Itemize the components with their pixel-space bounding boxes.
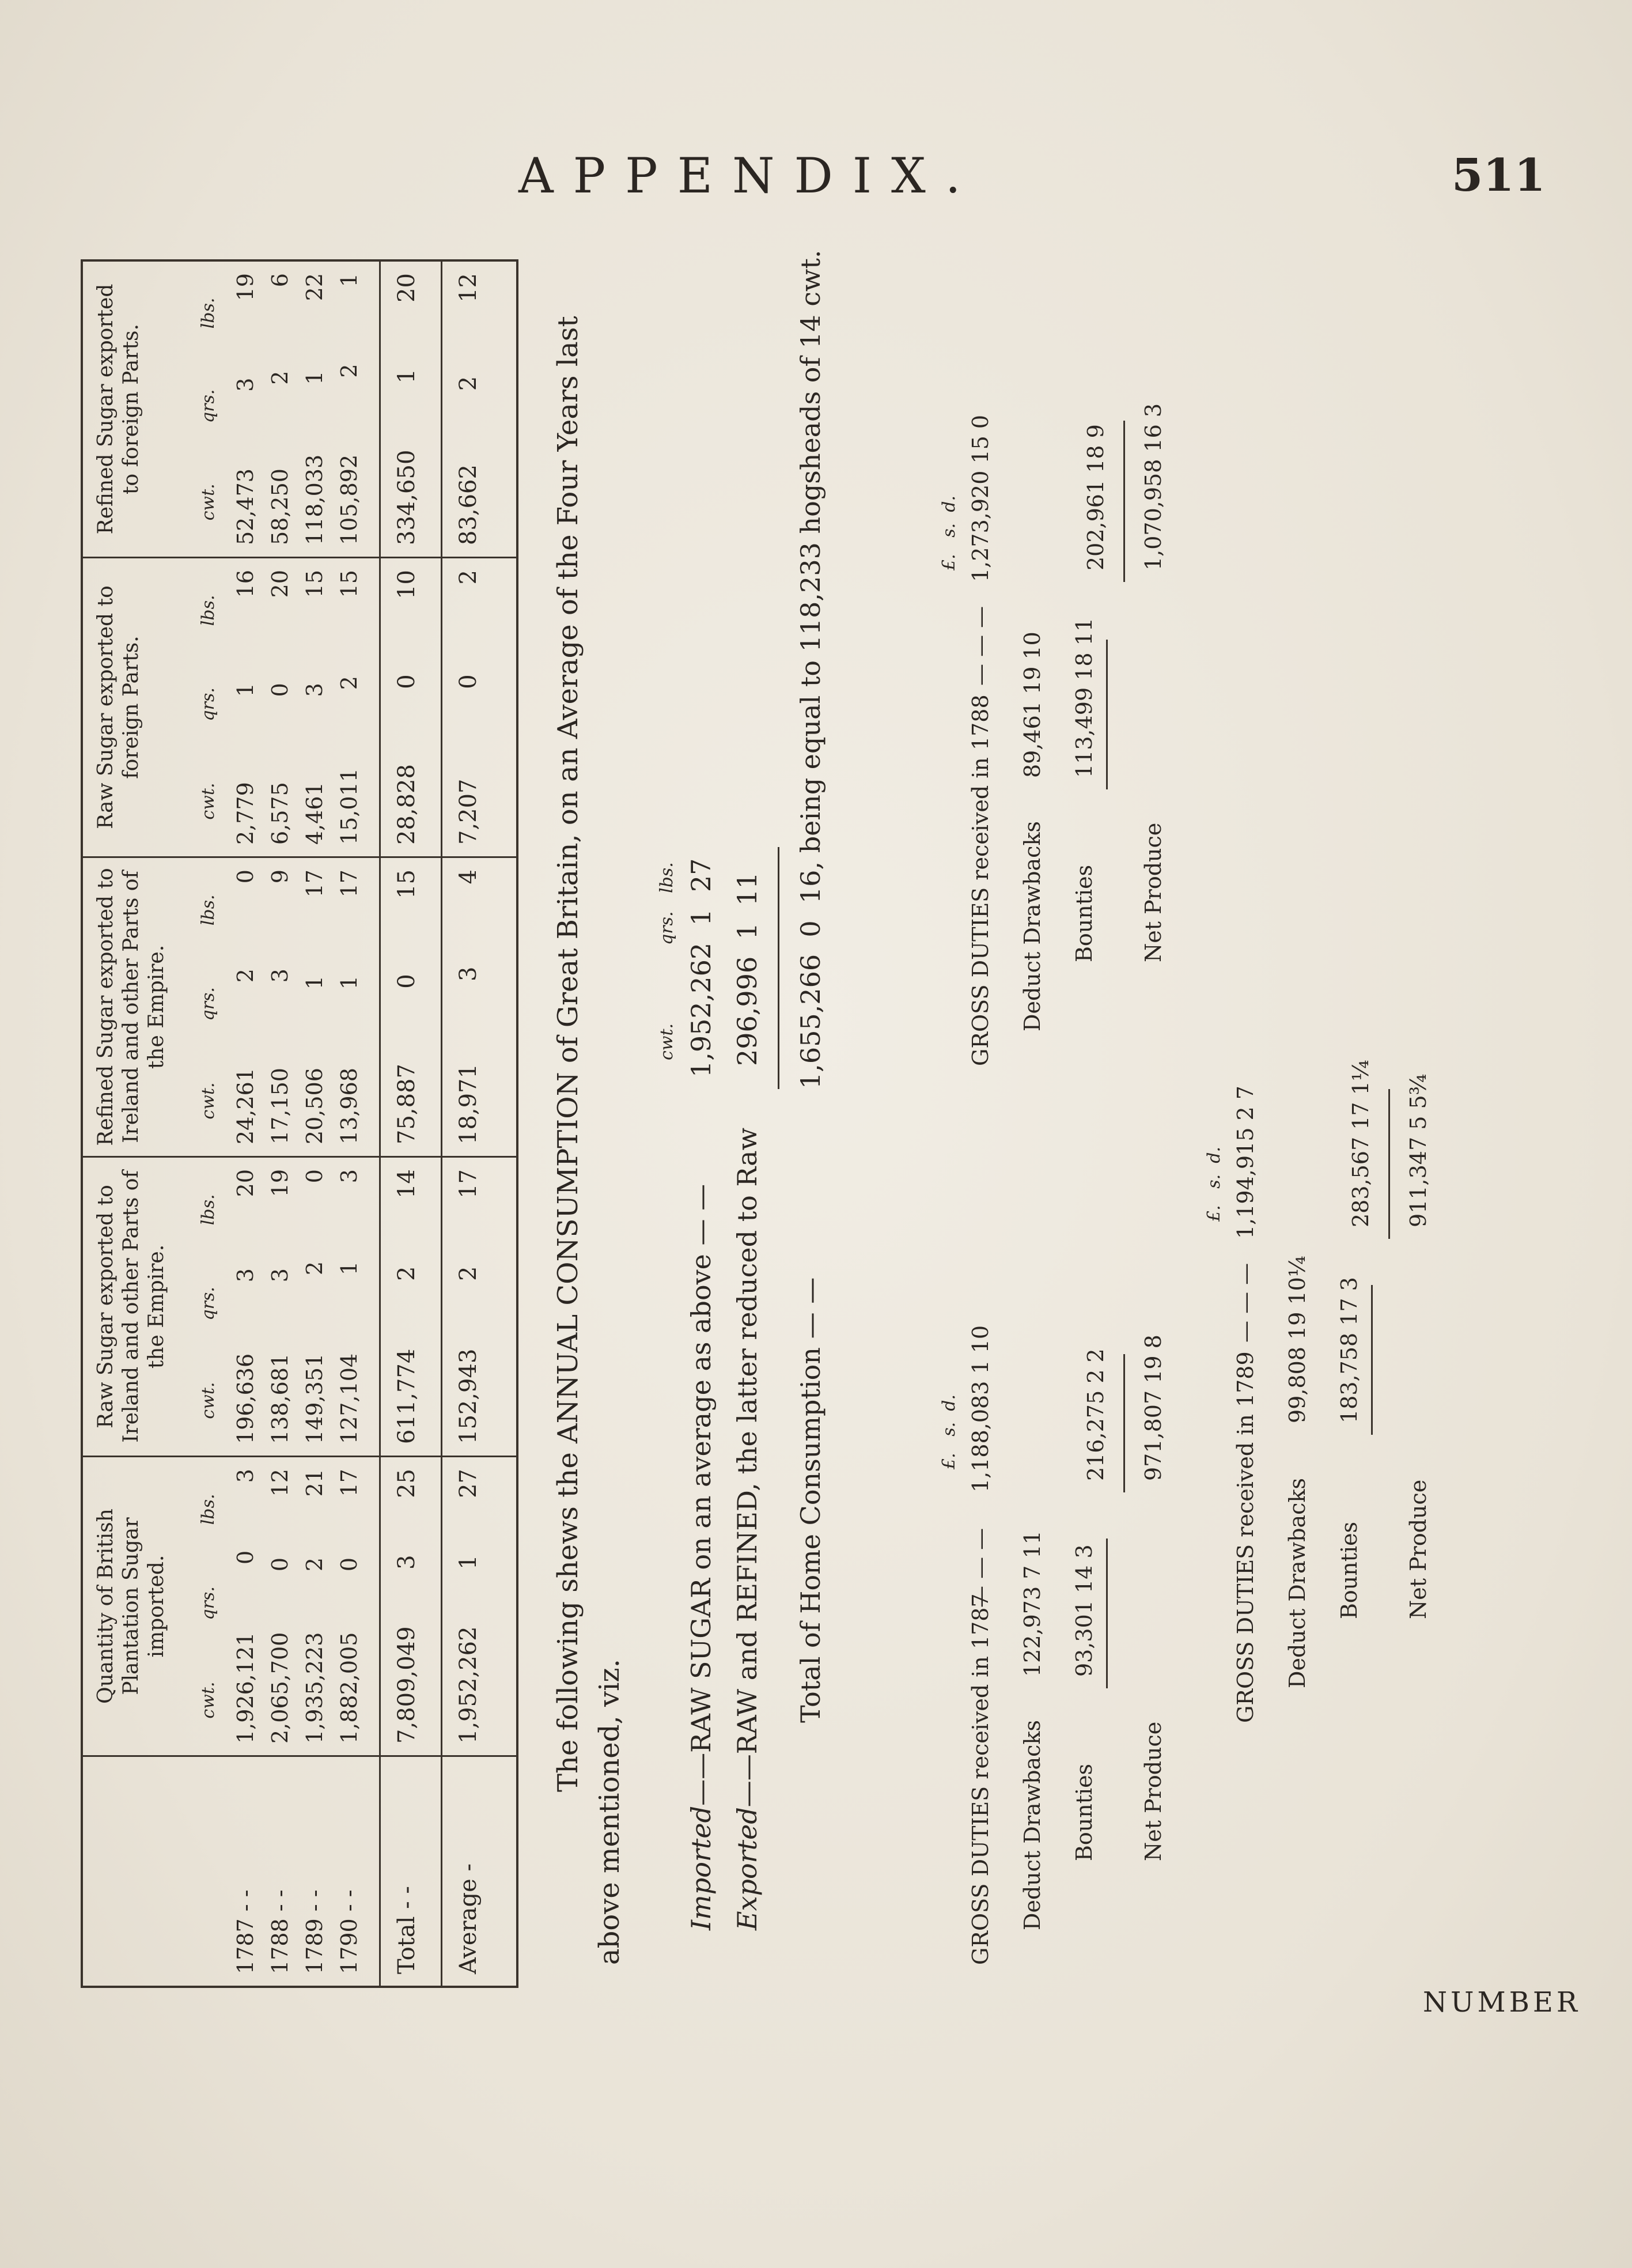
column-header: Refined Sugar exported to Ireland and other Parts of the Empire. [94,868,168,1146]
landscape-block [69,230,1625,1988]
units-row: cwt. qrs. lbs. [198,1494,218,1719]
duties-1788-drawbacks: 89,461 19 10 [1020,632,1045,778]
average-row: 152,943 2 17 [455,1169,482,1444]
table-row: 2,065,700 0 12 [267,1469,293,1744]
table-row: 15,011 2 15 [336,570,362,845]
duties-1787-label: GROSS DUTIES received in 1787 [968,1593,993,1965]
year-cell: 1788 - - [267,1889,293,1974]
duties-1787-deductions: 216,275 2 2 [1083,1348,1108,1481]
money-units: £. s. d. [939,496,959,570]
average-row: 83,662 2 12 [455,273,482,545]
duties-1787-net: 971,807 19 8 [1141,1335,1166,1481]
duties-1787-drawbacks: 122,973 7 11 [1020,1530,1045,1677]
net-produce-label: Net Produce [1141,1721,1166,1861]
units-row: cwt. qrs. lbs. [198,1194,218,1419]
annual-consumption-section [547,250,951,1965]
year-cell: 1790 - - [336,1889,362,1974]
table-row: 2,779 1 16 [233,570,258,845]
raw-foreign-column [83,557,516,856]
bounties-label: Bounties [1336,1521,1362,1619]
total-consumption-line: Total of Home Consumption — — [795,1277,826,1723]
net-produce-label: Net Produce [1141,822,1166,962]
column-header: Raw Sugar exported to foreign Parts. [94,585,143,829]
table-row: 1,926,121 0 3 [233,1469,258,1744]
table-row: 58,250 2 6 [267,273,293,545]
total-row: 75,887 0 15 [393,870,420,1144]
money-units: £. s. d. [1204,1147,1224,1222]
imported-values: 1,952,262 1 27 [686,858,717,1078]
imported-column [83,1456,516,1755]
table-row: 24,261 2 0 [233,870,258,1144]
total-row: 611,774 2 14 [393,1169,420,1444]
unit-label: qrs. [657,911,677,945]
money-units: £. s. d. [939,1394,959,1469]
total-row: 7,809,049 3 25 [393,1469,420,1744]
page-number: 511 [1452,149,1546,202]
exported-line: Exported——RAW and REFINED, the latter reduced to Raw [732,1128,763,1930]
drawbacks-label: Deduct Drawbacks [1285,1478,1310,1688]
column-header: Raw Sugar exported to Ireland and other Parts of the Empire. [94,1170,168,1443]
refined-foreign-column [83,262,516,557]
refined-empire-column [83,856,516,1156]
units-row: cwt. qrs. lbs. [198,297,218,521]
average-row: 18,971 3 4 [455,870,482,1144]
duties-1789-drawbacks: 99,808 19 10¼ [1285,1256,1310,1423]
table-row: 6,575 0 20 [267,570,293,845]
table-row: 196,636 3 20 [233,1169,258,1444]
duties-1787-gross: 1,188,083 1 10 [968,1325,993,1492]
total-row: 334,650 1 20 [393,273,420,545]
total-row: 28,828 0 10 [393,570,420,845]
duties-1789-deductions: 283,567 17 1¼ [1348,1060,1373,1227]
table-row: 4,461 3 15 [302,570,327,845]
year-cell: 1787 - - [233,1889,258,1974]
bounties-label: Bounties [1071,864,1097,962]
total-consumption-values: 1,655,266 0 16, being equal to 118,233 hogsheads of 14 cwt. [795,250,826,1089]
table-row: 105,892 2 1 [336,273,362,545]
drawbacks-label: Deduct Drawbacks [1020,1720,1045,1930]
year-column [83,1755,516,1986]
duties-1789-label: GROSS DUTIES received in 1789 [1233,1351,1258,1723]
table-row: 149,351 2 0 [302,1169,327,1444]
year-cell: 1789 - - [302,1889,327,1974]
imported-line: Imported——RAW SUGAR on an average as above — — [686,1184,717,1930]
total-label: Total - - [393,1886,420,1974]
duties-1789-gross: 1,194,915 2 7 [1233,1086,1258,1239]
units-row: cwt. qrs. lbs. [198,595,218,820]
duties-1788-net: 1,070,958 16 3 [1141,403,1166,570]
net-produce-label: Net Produce [1406,1479,1431,1619]
consumption-intro: The following shews the ANNUAL CONSUMPTION of Great Britain, on an Average of the Four Years last above mentioned, viz. [552,316,626,1965]
unit-label: lbs. [657,862,677,893]
duties-1788-label: GROSS DUTIES received in 1788 [968,694,993,1066]
table-row: 13,968 1 17 [336,870,362,1144]
running-head: APPENDIX. [518,148,980,204]
table-row: 17,150 3 9 [267,870,293,1144]
average-label: Average - [455,1863,482,1974]
catchword: NUMBER [1423,1986,1581,2018]
duties-1789-net: 911,347 5 5¾ [1406,1073,1431,1227]
average-row: 7,207 0 2 [455,570,482,845]
duties-1789-bounties: 183,758 17 3 [1336,1277,1362,1423]
column-header: Quantity of British Plantation Sugar imported. [94,1509,168,1704]
table-row: 1,935,223 2 21 [302,1469,327,1744]
duties-1788-gross: 1,273,920 15 0 [968,414,993,582]
column-header [83,1757,198,1986]
table-row: 118,033 1 22 [302,273,327,545]
duties-1787-bounties: 93,301 14 3 [1071,1544,1097,1677]
bounties-label: Bounties [1071,1763,1097,1861]
column-header: Refined Sugar exported to foreign Parts. [94,284,143,535]
average-row: 1,952,262 1 27 [455,1469,482,1744]
table-row: 1,882,005 0 17 [336,1469,362,1744]
duties-1788-deductions: 202,961 18 9 [1083,424,1108,570]
unit-label: cwt. [657,1023,677,1060]
table-row: 52,473 3 19 [233,273,258,545]
gross-duties-section: GROSS DUTIES received in 1787 — — — £. s. d. 1,188,083 1 10 Deduct Drawbacks 122,973 7 11 Bounties 93,301 14 3 216,275 2 2 Net Produce 971,807 19 8 GROSS DUTIES received in 1789 — — — £. s. d. 1,194,915 2 7 Deduct Drawbacks 99,808 19 10¼ Bounties 183,758 17 3 283,567 17 1¼ Net Produce 911,347 5 5¾ GROSS DUTIES received in 1788 — — — £. s. d. 1,273,920 15 0 Deduct Drawbacks 89,461 19 10 Bounties 113,499 18 11 202,961 18 9 Net Produce 1,070,958 16 3 [939,403,1431,1965]
duties-1788-bounties: 113,499 18 11 [1071,617,1097,778]
sum-rule [778,847,779,1089]
raw-empire-column [83,1156,516,1456]
sugar-table [81,259,518,1988]
table-row: 20,506 1 17 [302,870,327,1144]
drawbacks-label: Deduct Drawbacks [1020,821,1045,1031]
rotated-content [69,230,1625,1988]
table-row: 138,681 3 19 [267,1169,293,1444]
units-row: cwt. qrs. lbs. [198,894,218,1120]
exported-values: 296,996 1 11 [732,872,763,1066]
table-row: 127,104 1 3 [336,1169,362,1444]
